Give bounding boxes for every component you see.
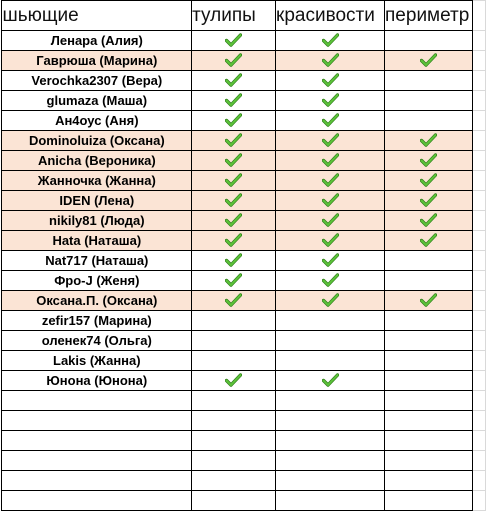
participant-name-cell[interactable]	[2, 471, 192, 491]
participant-name-cell[interactable]: Жанночка (Жанна)	[2, 171, 192, 191]
check-mark-icon	[322, 233, 339, 247]
perimetr-cell[interactable]	[385, 291, 473, 311]
krasivosti-cell[interactable]	[276, 371, 385, 391]
table-row	[0, 91, 486, 111]
check-mark-icon	[420, 213, 437, 227]
krasivosti-cell[interactable]	[276, 91, 385, 111]
perimetr-cell[interactable]	[385, 211, 473, 231]
krasivosti-cell[interactable]	[276, 111, 385, 131]
check-mark-icon	[225, 113, 242, 127]
check-mark-icon	[322, 173, 339, 187]
table-row	[0, 171, 486, 191]
check-mark-icon	[322, 293, 339, 307]
krasivosti-cell[interactable]	[276, 331, 385, 351]
empty-cell[interactable]	[473, 91, 486, 111]
table-row	[0, 231, 486, 251]
tulipy-cell[interactable]	[192, 291, 276, 311]
empty-cell[interactable]	[473, 151, 486, 171]
table-row	[0, 51, 486, 71]
krasivosti-cell[interactable]	[276, 191, 385, 211]
check-mark-icon	[420, 233, 437, 247]
tulipy-cell[interactable]	[192, 451, 276, 471]
check-mark-icon	[322, 213, 339, 227]
perimetr-cell[interactable]	[385, 371, 473, 391]
perimetr-cell[interactable]	[385, 271, 473, 291]
table-row	[0, 211, 486, 231]
empty-cell[interactable]	[473, 451, 486, 471]
empty-cell[interactable]	[473, 331, 486, 351]
table-row	[0, 411, 486, 431]
krasivosti-cell[interactable]	[276, 491, 385, 511]
krasivosti-cell[interactable]	[276, 471, 385, 491]
empty-cell[interactable]	[473, 471, 486, 491]
participant-name-cell[interactable]: Lakis (Жанна)	[2, 351, 192, 371]
empty-cell[interactable]	[473, 291, 486, 311]
check-mark-icon	[322, 33, 339, 47]
empty-cell[interactable]	[473, 271, 486, 291]
table-row	[0, 191, 486, 211]
perimetr-cell[interactable]	[385, 391, 473, 411]
perimetr-cell[interactable]	[385, 431, 473, 451]
participant-name-cell[interactable]: Ан4оус (Аня)	[2, 111, 192, 131]
empty-cell[interactable]	[473, 71, 486, 91]
check-mark-icon	[225, 253, 242, 267]
krasivosti-cell[interactable]	[276, 451, 385, 471]
tulipy-cell[interactable]	[192, 351, 276, 371]
krasivosti-cell[interactable]	[276, 151, 385, 171]
empty-cell[interactable]	[473, 431, 486, 451]
column-header-perimetr[interactable]: периметр	[385, 1, 473, 31]
perimetr-cell[interactable]	[385, 51, 473, 71]
perimetr-cell[interactable]	[385, 71, 473, 91]
empty-cell[interactable]	[473, 191, 486, 211]
check-mark-icon	[322, 253, 339, 267]
participant-name-cell[interactable]	[2, 451, 192, 471]
participant-name-cell[interactable]	[2, 431, 192, 451]
check-mark-icon	[420, 293, 437, 307]
krasivosti-cell[interactable]	[276, 251, 385, 271]
table-row	[0, 131, 486, 151]
krasivosti-cell[interactable]	[276, 271, 385, 291]
empty-cell[interactable]	[473, 131, 486, 151]
perimetr-cell[interactable]	[385, 191, 473, 211]
participant-name-cell[interactable]: Юнона (Юнона)	[2, 371, 192, 391]
empty-cell[interactable]	[473, 311, 486, 331]
check-mark-icon	[225, 293, 242, 307]
empty-cell[interactable]	[473, 51, 486, 71]
table-row	[0, 151, 486, 171]
empty-cell[interactable]	[473, 351, 486, 371]
check-mark-icon	[225, 133, 242, 147]
perimetr-cell[interactable]	[385, 471, 473, 491]
table-row	[0, 311, 486, 331]
empty-cell[interactable]	[473, 391, 486, 411]
table-row	[0, 491, 486, 511]
check-mark-icon	[322, 93, 339, 107]
krasivosti-cell[interactable]	[276, 291, 385, 311]
tulipy-cell[interactable]	[192, 391, 276, 411]
check-mark-icon	[225, 173, 242, 187]
participant-name-cell[interactable]	[2, 391, 192, 411]
check-mark-icon	[420, 53, 437, 67]
empty-cell[interactable]	[473, 371, 486, 391]
krasivosti-cell[interactable]	[276, 311, 385, 331]
check-mark-icon	[420, 193, 437, 207]
krasivosti-cell[interactable]	[276, 31, 385, 51]
perimetr-cell[interactable]	[385, 311, 473, 331]
participant-name-cell[interactable]: оленек74 (Ольга)	[2, 331, 192, 351]
table-row	[0, 271, 486, 291]
participant-name-cell[interactable]: Hata (Наташа)	[2, 231, 192, 251]
tulipy-cell[interactable]	[192, 431, 276, 451]
table-row	[0, 351, 486, 371]
table-row	[0, 471, 486, 491]
check-mark-icon	[225, 53, 242, 67]
check-mark-icon	[225, 93, 242, 107]
table-row	[0, 331, 486, 351]
check-mark-icon	[420, 173, 437, 187]
check-mark-icon	[225, 33, 242, 47]
check-mark-icon	[225, 273, 242, 287]
krasivosti-cell[interactable]	[276, 391, 385, 411]
tulipy-cell[interactable]	[192, 411, 276, 431]
participant-name-cell[interactable]: Anicha (Вероника)	[2, 151, 192, 171]
krasivosti-cell[interactable]	[276, 51, 385, 71]
check-mark-icon	[420, 153, 437, 167]
participant-name-cell[interactable]: Dominoluiza (Оксана)	[2, 131, 192, 151]
tulipy-cell[interactable]	[192, 251, 276, 271]
tulipy-cell[interactable]	[192, 91, 276, 111]
header-row	[0, 1, 486, 31]
krasivosti-cell[interactable]	[276, 71, 385, 91]
tulipy-cell[interactable]	[192, 311, 276, 331]
participant-name-cell[interactable]	[2, 491, 192, 511]
table-row	[0, 451, 486, 471]
check-mark-icon	[322, 53, 339, 67]
tulipy-cell[interactable]	[192, 191, 276, 211]
empty-cell[interactable]	[473, 31, 486, 51]
krasivosti-cell[interactable]	[276, 171, 385, 191]
column-header-krasivosti[interactable]: красивости	[276, 1, 385, 31]
participant-name-cell[interactable]: Verochka2307 (Вера)	[2, 71, 192, 91]
table-row	[0, 31, 486, 51]
perimetr-cell[interactable]	[385, 131, 473, 151]
perimetr-cell[interactable]	[385, 331, 473, 351]
perimetr-cell[interactable]	[385, 251, 473, 271]
check-mark-icon	[322, 73, 339, 87]
krasivosti-cell[interactable]	[276, 431, 385, 451]
tulipy-cell[interactable]	[192, 111, 276, 131]
table-row	[0, 291, 486, 311]
check-mark-icon	[322, 153, 339, 167]
empty-cell[interactable]	[473, 211, 486, 231]
tulipy-cell[interactable]	[192, 171, 276, 191]
perimetr-cell[interactable]	[385, 351, 473, 371]
participant-name-cell[interactable]: IDEN (Лена)	[2, 191, 192, 211]
krasivosti-cell[interactable]	[276, 351, 385, 371]
empty-cell[interactable]	[473, 171, 486, 191]
perimetr-cell[interactable]	[385, 151, 473, 171]
column-header-tulipy[interactable]: тулипы	[192, 1, 276, 31]
table-row	[0, 251, 486, 271]
check-mark-icon	[225, 193, 242, 207]
table-row	[0, 71, 486, 91]
participant-name-cell[interactable]	[2, 411, 192, 431]
tulipy-cell[interactable]	[192, 371, 276, 391]
tulipy-cell[interactable]	[192, 211, 276, 231]
empty-cell[interactable]	[473, 1, 486, 31]
perimetr-cell[interactable]	[385, 111, 473, 131]
krasivosti-cell[interactable]	[276, 211, 385, 231]
check-mark-icon	[225, 233, 242, 247]
empty-cell[interactable]	[473, 491, 486, 511]
check-mark-icon	[322, 113, 339, 127]
participant-name-cell[interactable]: Оксана.П. (Оксана)	[2, 291, 192, 311]
perimetr-cell[interactable]	[385, 31, 473, 51]
table-row	[0, 391, 486, 411]
empty-cell[interactable]	[473, 231, 486, 251]
perimetr-cell[interactable]	[385, 451, 473, 471]
empty-cell[interactable]	[473, 411, 486, 431]
check-mark-icon	[225, 373, 242, 387]
krasivosti-cell[interactable]	[276, 411, 385, 431]
participant-name-cell[interactable]: Гаврюша (Марина)	[2, 51, 192, 71]
participant-name-cell[interactable]: Ленара (Алия)	[2, 31, 192, 51]
column-header-names[interactable]: шьющие	[2, 1, 192, 31]
tulipy-cell[interactable]	[192, 131, 276, 151]
check-mark-icon	[322, 193, 339, 207]
tulipy-cell[interactable]	[192, 51, 276, 71]
perimetr-cell[interactable]	[385, 491, 473, 511]
perimetr-cell[interactable]	[385, 91, 473, 111]
check-mark-icon	[322, 273, 339, 287]
participant-name-cell[interactable]: Фро-J (Женя)	[2, 271, 192, 291]
tulipy-cell[interactable]	[192, 231, 276, 251]
tulipy-cell[interactable]	[192, 471, 276, 491]
participant-name-cell[interactable]: glumaza (Маша)	[2, 91, 192, 111]
check-mark-icon	[225, 213, 242, 227]
krasivosti-cell[interactable]	[276, 131, 385, 151]
tulipy-cell[interactable]	[192, 271, 276, 291]
participant-name-cell[interactable]: zefir157 (Марина)	[2, 311, 192, 331]
check-mark-icon	[420, 133, 437, 147]
empty-cell[interactable]	[473, 251, 486, 271]
table-body	[0, 1, 486, 511]
tulipy-cell[interactable]	[192, 491, 276, 511]
table-row	[0, 371, 486, 391]
empty-cell[interactable]	[473, 111, 486, 131]
table-row	[0, 431, 486, 451]
check-mark-icon	[322, 133, 339, 147]
tulipy-cell[interactable]	[192, 31, 276, 51]
check-mark-icon	[225, 73, 242, 87]
check-mark-icon	[225, 153, 242, 167]
perimetr-cell[interactable]	[385, 411, 473, 431]
table-row	[0, 111, 486, 131]
krasivosti-cell[interactable]	[276, 231, 385, 251]
tulipy-cell[interactable]	[192, 331, 276, 351]
perimetr-cell[interactable]	[385, 171, 473, 191]
tulipy-cell[interactable]	[192, 151, 276, 171]
check-mark-icon	[322, 373, 339, 387]
participant-name-cell[interactable]: Nat717 (Наташа)	[2, 251, 192, 271]
perimetr-cell[interactable]	[385, 231, 473, 251]
participant-name-cell[interactable]: nikily81 (Люда)	[2, 211, 192, 231]
tulipy-cell[interactable]	[192, 71, 276, 91]
